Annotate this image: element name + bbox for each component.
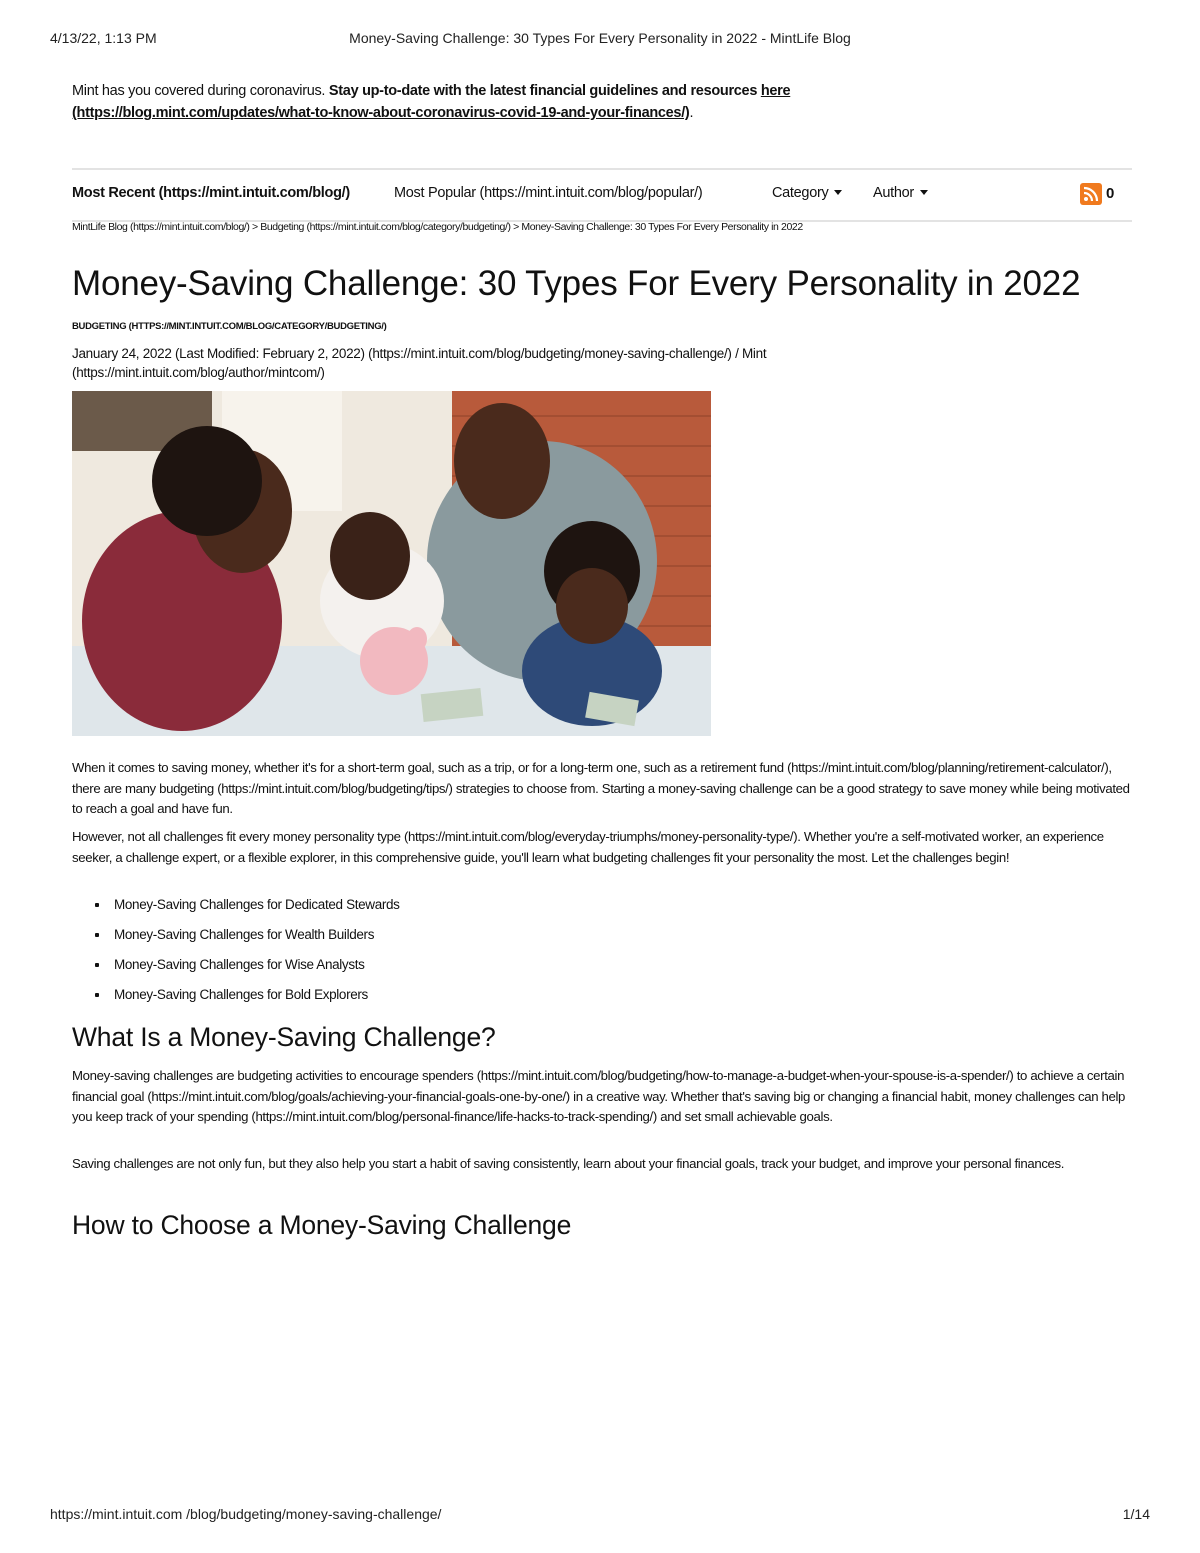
article-category-link[interactable]: BUDGETING (HTTPS://MINT.INTUIT.COM/BLOG/CATEGORY/BUDGETING/): [72, 321, 387, 332]
nav-author-label: Author: [873, 185, 914, 201]
nav-category-dropdown[interactable]: [772, 185, 842, 201]
banner-end: .: [689, 105, 694, 121]
rss-count: 0: [1106, 185, 1115, 202]
nav-most-popular[interactable]: Most Popular (https://mint.intuit.com/blog/popular/): [394, 185, 703, 201]
what-paragraph-1: [72, 1066, 1132, 1128]
nav-most-recent[interactable]: Most Recent (https://mint.intuit.com/blog/): [72, 185, 350, 201]
article-title: Money-Saving Challenge: 30 Types For Every Personality in 2022: [72, 264, 1081, 303]
intro-paragraph-1: [72, 758, 1132, 820]
nav-author-dropdown[interactable]: [873, 185, 928, 201]
covid-banner: [72, 80, 1132, 124]
paragraph-text: Saving challenges are not only fun, but they also help you start a habit of saving consistently, learn about your financial goals, track your budget, and improve your personal finances.: [72, 1156, 1065, 1171]
blog-nav: [72, 168, 1132, 222]
chevron-down-icon: [920, 190, 928, 195]
what-paragraph-2: [72, 1154, 1132, 1175]
toc-item[interactable]: Money-Saving Challenges for Wise Analysts: [114, 956, 400, 986]
paragraph-text: Money-saving challenges are budgeting activities to encourage spenders (https://mint.intuit.com/blog/budgeting/how-to-manage-a-budget-when-your-spouse-is-a-spender/) to achieve a certain financial goal (https://mint.intuit.com/blog/goals/achieving-your-financial-goals-one-by-one/) in a creative way. Whether that's saving big or changing a financial habit, money challenges can help you keep track of your spending (https://mint.intuit.com/blog/personal-finance/life-hacks-to-track-spending/) and set small achievable goals.: [72, 1068, 1126, 1124]
rss-icon[interactable]: [1080, 183, 1102, 205]
banner-here-link[interactable]: here: [760, 83, 791, 99]
section-heading-how: How to Choose a Money-Saving Challenge: [72, 1210, 572, 1240]
paragraph-text: However, not all challenges fit every money personality type (https://mint.intuit.com/blog/everyday-triumphs/money-personality-type/). Whether you're a self-motivated worker, an experience seeker, a challenge expert, or a flexible explorer, in this comprehensive guide, you'll learn what budgeting challenges fit your personality the most. Let the challenges begin!: [72, 829, 1104, 865]
print-document-title: Money-Saving Challenge: 30 Types For Every Personality in 2022 - MintLife Blog: [349, 30, 851, 46]
hero-image: [72, 391, 711, 736]
paragraph-text: When it comes to saving money, whether it's for a short-term goal, such as a trip, or for a long-term one, such as a retirement fund (https://mint.intuit.com/blog/planning/retirement-calculator/), there are many budgeting (https://mint.intuit.com/blog/budgeting/tips/) strategies to choose from. Starting a money-saving challenge can be a good strategy to save money while being motivated to reach a goal and have fun.: [72, 760, 1130, 816]
section-heading-what: What Is a Money-Saving Challenge?: [72, 1022, 496, 1052]
banner-intro: Mint has you covered during coronavirus.: [72, 83, 326, 99]
toc-item[interactable]: Money-Saving Challenges for Dedicated Stewards: [114, 896, 400, 926]
print-footer: [50, 1506, 1150, 1526]
toc-item[interactable]: Money-Saving Challenges for Bold Explorers: [114, 986, 400, 1016]
table-of-contents: [72, 896, 400, 1016]
intro-paragraph-2: [72, 827, 1132, 868]
print-header: [50, 30, 1150, 50]
toc-item[interactable]: Money-Saving Challenges for Wealth Builders: [114, 926, 400, 956]
chevron-down-icon: [834, 190, 842, 195]
print-url: https://mint.intuit.com /blog/budgeting/money-saving-challenge/: [50, 1506, 442, 1522]
print-datetime: 4/13/22, 1:13 PM: [50, 30, 157, 46]
article-page: [72, 80, 1132, 1240]
banner-bold-text: Stay up-to-date with the latest financial guidelines and resources: [328, 83, 758, 99]
breadcrumb[interactable]: MintLife Blog (https://mint.intuit.com/blog/) > Budgeting (https://mint.intuit.com/blog/category/budgeting/) > Money-Saving Challenge: 30 Types For Every Personality in 2022: [72, 221, 803, 233]
article-byline: January 24, 2022 (Last Modified: February 2, 2022) (https://mint.intuit.com/blog/budgeting/money-saving-challenge/) / Mint (https://mint.intuit.com/blog/author/mintcom/): [72, 346, 767, 380]
print-page-number: 1/14: [1122, 1506, 1150, 1522]
nav-category-label: Category: [772, 185, 829, 201]
banner-url-link[interactable]: (https://blog.mint.com/updates/what-to-know-about-coronavirus-covid-19-and-your-finances/): [72, 105, 690, 121]
